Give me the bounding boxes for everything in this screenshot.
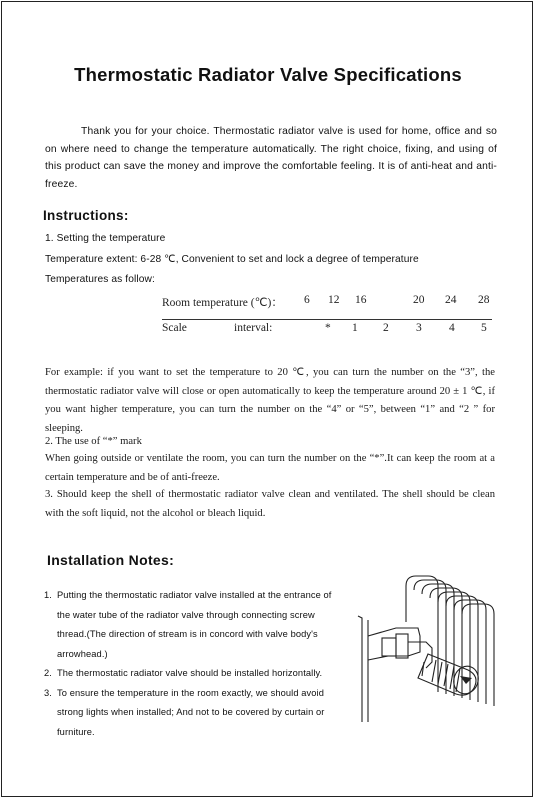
temperatures-as-follow: Temperatures as follow: (45, 274, 155, 285)
scale-interval-row (162, 322, 494, 340)
note-number: 3. (44, 687, 52, 698)
note-number: 2. (44, 668, 52, 678)
room-temperature-label: Room temperature (℃)： (162, 297, 283, 309)
temperature-extent: Temperature extent: 6-28 ℃, Convenient to set and lock a degree of temperature (45, 254, 419, 265)
radiator-valve-icon (348, 572, 498, 722)
room-value: 16 (355, 294, 367, 306)
scale-label: Scale (162, 322, 187, 334)
example-paragraph: For example: if you want to set the temperature to 20 ℃, you can turn the number on the “3”, the thermostatic radiator valve will close or open automatically to keep the temperature around 20 ± 1 ℃, if you want higher temperature, you can turn the number on the “4” or “5”, between “1” and “2 ” for sleeping. (45, 367, 495, 434)
room-temperature-row (162, 294, 494, 312)
interval-label: interval: (234, 322, 273, 334)
scale-value: 3 (416, 322, 422, 334)
room-value: 20 (413, 294, 425, 306)
installation-note (44, 664, 346, 684)
scale-value: * (325, 322, 331, 334)
scale-value: 2 (383, 322, 389, 334)
table-divider (162, 319, 492, 320)
intro-text: Thank you for your choice. Thermostatic radiator valve is used for home, office and so on where need to change the temperature automatically. The right choice, fixing, and using of this product can save the money and improve the comfortable feeling. It is of anti-heat and anti-freeze. (45, 126, 497, 190)
room-value: 12 (328, 294, 340, 306)
intro-paragraph (45, 123, 497, 193)
installation-notes-list (44, 586, 346, 742)
note-text: Putting the thermostatic radiator valve installed at the entrance of the water tube of the radiator valve through connecting screw thread.(The direction of stream is in concord with valve body's arrowhead.) (57, 590, 332, 659)
temperature-table (162, 294, 494, 340)
keep-clean-paragraph: 3. Should keep the shell of thermostatic radiator valve clean and ventilated. The shell should be clean with the soft liquid, not the alcohol or bleach liquid. (45, 489, 495, 519)
scale-value: 5 (481, 322, 487, 334)
room-value: 28 (478, 294, 490, 306)
valve-installation-illustration (348, 572, 498, 727)
note-text: The thermostatic radiator valve should be installed horizontally. (57, 668, 323, 678)
scale-value: 1 (352, 322, 358, 334)
room-value: 24 (445, 294, 457, 306)
note-number: 1. (44, 590, 52, 600)
page-title: Thermostatic Radiator Valve Specifications (74, 64, 462, 85)
installation-note (44, 684, 346, 743)
instructions-heading: Instructions: (43, 208, 129, 223)
scale-value: 4 (449, 322, 455, 334)
use-mark-heading: 2. The use of “*” mark (45, 436, 142, 447)
note-text: To ensure the temperature in the room exactly, we should avoid strong lights when installed; And not to be covered by curtain or furniture. (57, 687, 325, 737)
step-1-heading: 1. Setting the temperature (45, 233, 166, 244)
going-outside-paragraph: When going outside or ventilate the room, you can turn the number on the “*”.It can keep the room at a certain temperature and be of anti-freeze. (45, 453, 495, 483)
document-page (1, 1, 533, 797)
installation-heading: Installation Notes: (47, 552, 175, 568)
installation-note (44, 586, 346, 664)
room-value: 6 (304, 294, 310, 306)
